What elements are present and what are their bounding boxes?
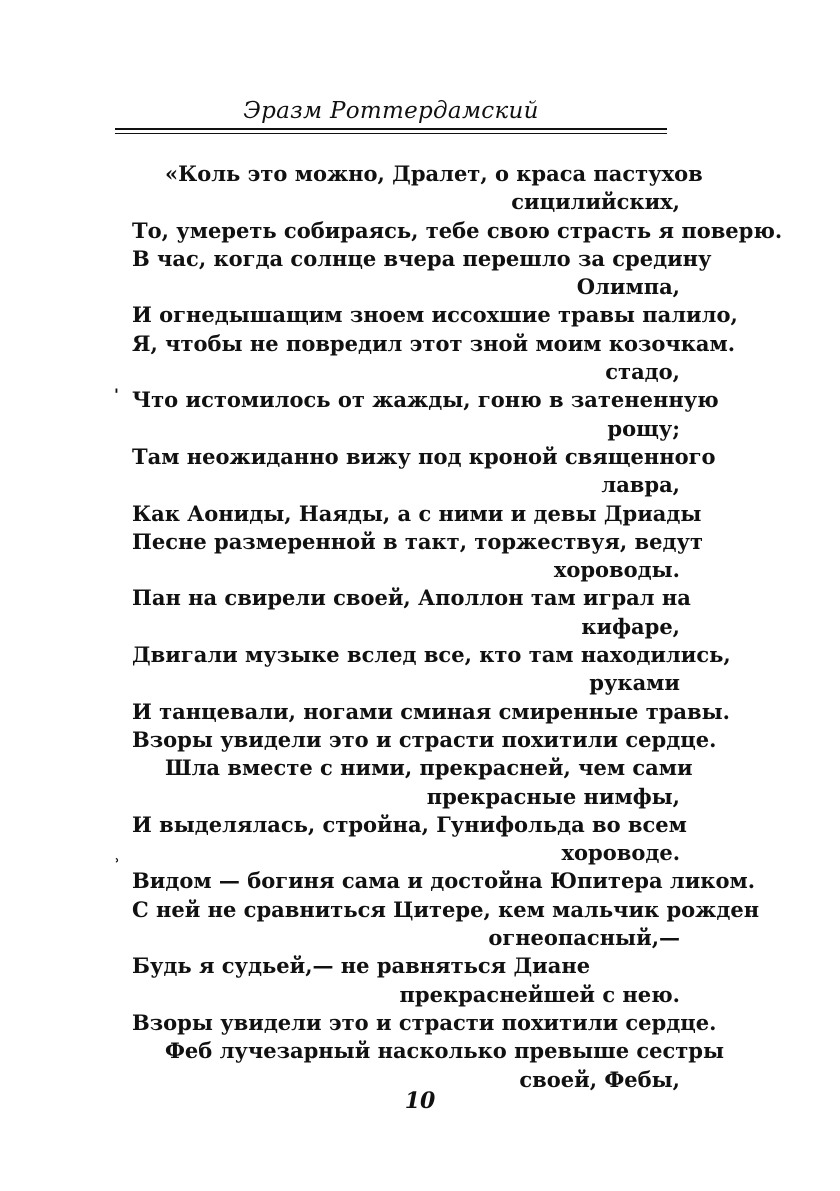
poem-line: кифаре, [581,613,680,639]
header-rule-thin [115,133,667,134]
poem-line: И выделялась, стройна, Гунифольда во всем [132,811,687,837]
poem-line: стадо, [605,359,680,385]
poem-line: Я, чтобы не повредил этот зной моим козочкам. [132,330,736,356]
poem-line: Видом — богиня сама и достойна Юпитера ликом. [132,868,756,894]
poem-line: сицилийских, [511,189,680,215]
poem-line: лавра, [601,472,680,498]
poem-line: Шла вместе с ними, прекрасней, чем сами [165,755,693,781]
margin-mark: ʾ [114,855,120,874]
poem-line: огнеопасный,— [488,925,680,951]
poem-line: хороводы. [553,557,680,583]
poem-line: С ней не сравниться Цитере, кем мальчик рожден [132,896,760,922]
running-header: Эразм Роттердамский [243,98,539,124]
poem-line: И танцевали, ногами сминая смиренные травы. [132,698,730,724]
header-rule [115,128,667,130]
margin-mark: ' [114,385,119,404]
poem-line: руками [589,670,680,696]
poem-line: Там неожиданно вижу под кроной священного [132,443,716,469]
poem-line: Феб лучезарный насколько превыше сестры [165,1038,725,1064]
poem-line: хороводе. [561,840,680,866]
poem-line: И огнедышащим зноем иссохшие травы палило, [132,302,738,328]
poem-line: прекраснейшей с нею. [399,981,680,1007]
poem-line: Олимпа, [576,274,680,300]
poem-line: То, умереть собираясь, тебе свою страсть я поверю. [132,217,783,243]
page-number: 10 [404,1088,436,1114]
poem-line: Взоры увидели это и страсти похитили сердце. [132,726,717,752]
poem-text [132,160,783,1094]
poem-line: Пан на свирели своей, Аполлон там играл на [132,585,691,611]
poem-line: прекрасные нимфы, [426,783,680,809]
poem-line: рощу; [607,415,680,441]
poem-line: Что истомилось от жажды, гоню в затененную [132,387,719,413]
poem-line: Будь я судьей,— не равняться Диане [132,953,591,979]
poem-line: своей, Фебы, [519,1066,680,1092]
poem-line: Двигали музыке вслед все, кто там находились, [132,642,731,668]
poem-line: В час, когда солнце вчера перешло за средину [132,245,712,271]
poem-line: Как Аониды, Наяды, а с ними и девы Дриады [132,500,702,526]
poem-line: Взоры увидели это и страсти похитили сердце. [132,1009,717,1035]
poem-line: «Коль это можно, Дралет, о краса пастухов [165,161,703,186]
poem-line: Песне размеренной в такт, торжествуя, ведут [132,528,703,554]
